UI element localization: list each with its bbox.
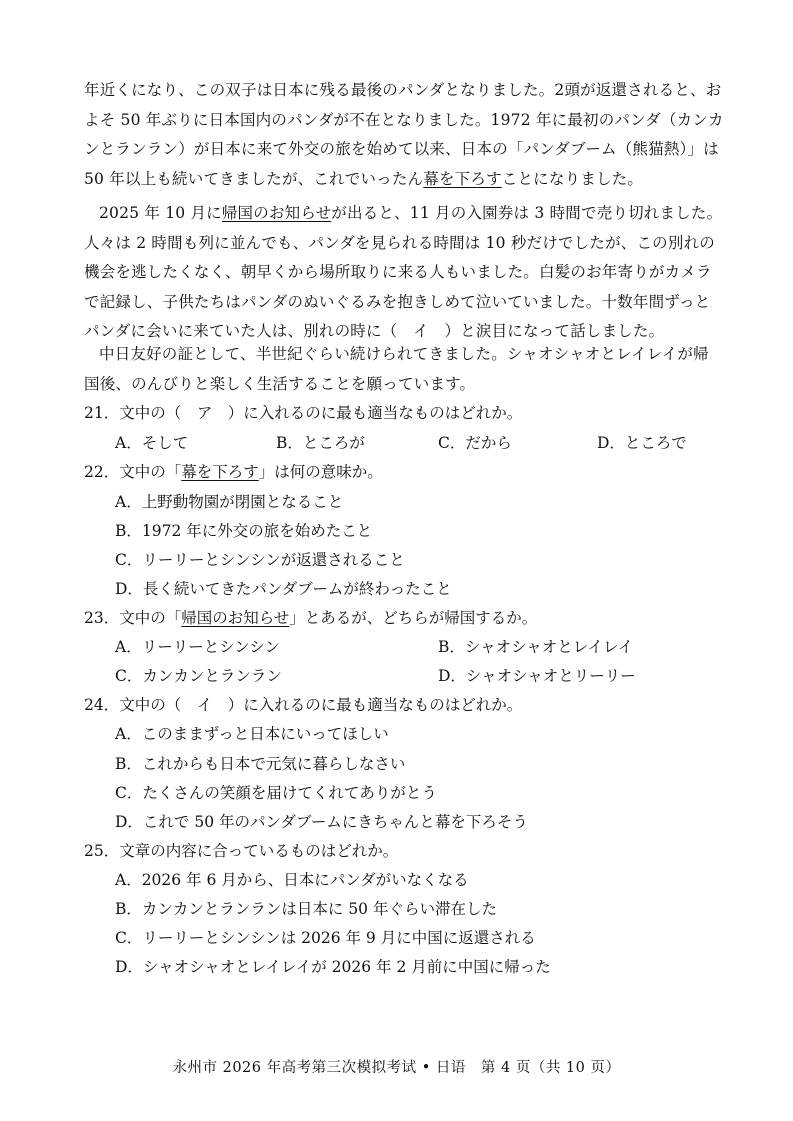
passage-text: ことになりました。 [501, 169, 644, 188]
underlined-phrase: 幕を下ろす [423, 169, 502, 188]
question-23-option-b: B．シャオシャオとレイレイ [438, 638, 634, 656]
question-21-option-c: C．だから [438, 434, 512, 452]
question-23-option-a: A．リーリーとシンシン [115, 638, 281, 656]
passage-paragraph-1 [84, 76, 724, 194]
question-23-option-d: D．シャオシャオとリーリー [438, 667, 636, 685]
question-25-option-b: B．カンカンとランランは日本に 50 年ぐらい滞在した [115, 900, 497, 918]
passage-paragraph-2 [84, 199, 724, 347]
question-24-option-a: A．このままずっと日本にいってほしい [115, 725, 389, 743]
question-text: 23．文中の「 [84, 609, 182, 627]
question-21-option-d: D．ところで [597, 434, 687, 452]
passage-paragraph-3 [84, 340, 724, 399]
passage-text: 年近くになり、この双子は日本に残る最後のパンダとなりました。2頭が返還されると、およそ 50 年ぶりに日本国内のパンダが不在となりました。1972 年に最初のパンダ（カンカンとランラン）が日本に来て外交の旅を始めて以来、日本の「パンダブーム（熊猫熱）」は 50 年以上も続いてきましたが、これでいったん [84, 81, 724, 188]
question-22-option-c: C．リーリーとシンシンが返還されること [115, 551, 405, 569]
question-23-option-c: C．カンカンとランラン [115, 667, 282, 685]
question-25-option-a: A．2026 年 6 月から、日本にパンダがいなくなる [115, 871, 469, 889]
underlined-phrase: 幕を下ろす [181, 463, 259, 481]
underlined-phrase: 帰国のお知らせ [181, 609, 290, 627]
underlined-phrase: 帰国のお知らせ [221, 204, 332, 222]
passage-text: が出ると、11 月の入園券は 3 時間で売り切れました。人々は 2 時間も列に並んでも、パンダを見られる時間は 10 秒だけでしたが、この別れの機会を逃したくなく、朝早くから場所取りに来る人もいました。白髪のお年寄りがカメラで記録し、子供たちはパンダのぬいぐるみを抱きしめて泣いていました。十数年間ずっとパンダに会いに来ていた人は、別れの時に（ イ ）と涙目になって話しました。 [84, 204, 723, 340]
question-21: 21．文中の（ ア ）に入れるのに最も適当なものはどれか。 [84, 404, 523, 422]
question-25-option-d: D．シャオシャオとレイレイが 2026 年 2 月前に中国に帰った [115, 958, 551, 976]
page-footer: 永州市 2026 年高考第三次模拟考试 • 日语 第 4 页（共 10 页） [172, 1060, 621, 1076]
question-22-option-d: D．長く続いてきたパンダブームが終わったこと [115, 580, 452, 598]
question-24-option-b: B．これからも日本で元気に暮らしなさい [115, 755, 406, 773]
question-text: 22．文中の「 [84, 463, 182, 481]
question-23 [84, 604, 724, 634]
question-text: 」とあるが、どちらが帰国するか。 [289, 609, 538, 627]
question-24-option-c: C．たくさんの笑顔を届けてくれてありがとう [115, 784, 437, 802]
question-22-option-a: A．上野動物園が閉園となること [115, 493, 344, 511]
question-24-option-d: D．これで 50 年のパンダブームにきちゃんと幕を下ろそう [115, 813, 528, 831]
passage-text: 中日友好の証として、半世紀ぐらい続けられてきました。シャオシャオとレイレイが帰国後、のんびりと楽しく生活することを願っています。 [84, 345, 709, 393]
question-24: 24．文中の（ イ ）に入れるのに最も適当なものはどれか。 [84, 696, 523, 714]
question-21-option-b: B．ところが [276, 434, 365, 452]
question-21-option-a: A．そして [115, 434, 189, 452]
question-25-option-c: C．リーリーとシンシンは 2026 年 9 月に中国に返還される [115, 929, 536, 947]
question-22-option-b: B．1972 年に外交の旅を始めたこと [115, 522, 373, 540]
passage-text: 2025 年 10 月に [99, 204, 222, 222]
question-22 [84, 458, 724, 488]
question-25: 25．文章の内容に合っているものはどれか。 [84, 842, 399, 860]
question-text: 」は何の意味か。 [258, 463, 383, 481]
